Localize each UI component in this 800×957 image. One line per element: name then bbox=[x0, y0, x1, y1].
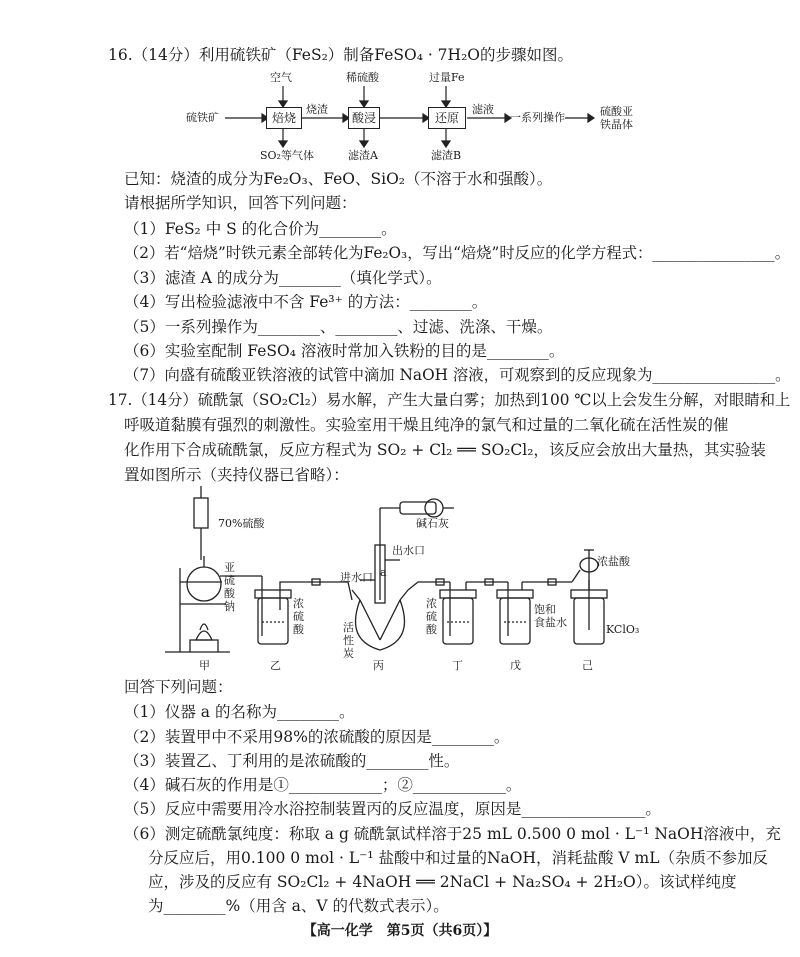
flow-ops-label: 一系列操作 bbox=[510, 111, 565, 124]
flow-roast-input: 空气 bbox=[270, 71, 292, 84]
flow-reduce-label: 还原 bbox=[434, 111, 459, 125]
label-brine-2: 食盐水 bbox=[534, 616, 567, 629]
label-carbon-2: 性 bbox=[343, 634, 354, 647]
label-ding-conc-2: 硫 bbox=[426, 610, 437, 623]
label-sulfite-1: 亚 bbox=[224, 561, 235, 574]
q16-item-7: （7）向盛有硫酸亚铁溶液的试管中滴加 NaOH 溶液，可观察到的反应现象为________________。 bbox=[124, 366, 791, 384]
label-a: a bbox=[380, 566, 387, 579]
apparatus-label-ding: 丁 bbox=[452, 659, 463, 672]
label-ding-conc-3: 酸 bbox=[426, 623, 437, 636]
q17-item-6-line1: （6）测定硫酰氯纯度：称取 a g 硫酰氯试样溶于25 mL 0.500 0 mol · L⁻¹ NaOH溶液中，充 bbox=[124, 825, 781, 843]
apparatus-label-wu: 戊 bbox=[510, 659, 521, 672]
flow-roast-label: 焙烧 bbox=[271, 111, 296, 125]
q17-item-1: （1）仪器 a 的名称为________。 bbox=[124, 703, 355, 721]
label-conc-hcl: 浓盐酸 bbox=[597, 555, 630, 568]
q16-item-3: （3）滤渣 A 的成分为________（填化学式）。 bbox=[124, 269, 442, 287]
q17-line-2: 呼吸道黏膜有强烈的刺激性。实验室用干燥且纯净的氯气和过量的二氧化硫在活性炭的催 bbox=[124, 416, 729, 434]
label-yi-conc-2: 硫 bbox=[293, 610, 304, 623]
flow-product-line2: 铁晶体 bbox=[600, 118, 633, 131]
flow-leach-label: 酸浸 bbox=[351, 111, 376, 125]
label-yi-conc-3: 酸 bbox=[293, 623, 304, 636]
flow-reduce-input: 过量Fe bbox=[429, 71, 465, 84]
q16-title: 16.（14分）利用硫铁矿（FeS₂）制备FeSO₄ · 7H₂O的步骤如图。 bbox=[108, 46, 573, 64]
flow-leach-input: 稀硫酸 bbox=[346, 71, 379, 84]
label-brine-1: 饱和 bbox=[534, 603, 556, 616]
q17-prompt: 回答下列问题： bbox=[124, 678, 233, 696]
page-footer: 【高一化学 第5页（共6页）】 bbox=[302, 923, 498, 939]
label-water-in: 进水口 bbox=[340, 571, 373, 584]
label-carbon-3: 炭 bbox=[343, 647, 354, 660]
q17-item-6-line4: 为________%（用含 a、V 的代数式表示）。 bbox=[148, 897, 449, 915]
apparatus-label-yi: 乙 bbox=[270, 659, 281, 672]
flow-reduce-output: 滤渣B bbox=[431, 149, 462, 162]
label-sulfite-3: 酸 bbox=[224, 587, 235, 600]
label-ding-conc-1: 浓 bbox=[426, 597, 437, 610]
apparatus-yi bbox=[255, 582, 318, 644]
q17-item-6-line2: 分反应后，用0.100 0 mol · L⁻¹ 盐酸中和过量的NaOH，消耗盐酸 V mL（杂质不参加反 bbox=[148, 849, 769, 867]
label-70-h2so4: 70%硫酸 bbox=[218, 517, 265, 530]
apparatus-ding bbox=[440, 582, 476, 644]
q16-known: 已知：烧渣的成分为Fe₂O₃、FeO、SiO₂（不溶于水和强酸）。 bbox=[124, 170, 553, 188]
q17-item-3: （3）装置乙、丁利用的是浓硫酸的________性。 bbox=[124, 752, 460, 770]
q17-item-6-line3: 应，涉及的反应有 SO₂Cl₂ + 4NaOH ══ 2NaCl + Na₂SO₄ + 2H₂O）。该试样纯度 bbox=[148, 873, 737, 891]
apparatus-wu bbox=[497, 582, 533, 644]
label-carbon-1: 活 bbox=[343, 621, 354, 634]
q17-line-4: 置如图所示（夹持仪器已省略）： bbox=[124, 466, 349, 484]
q16-prompt: 请根据所学知识，回答下列问题： bbox=[124, 194, 357, 212]
q16-item-2: （2）若“焙烧”时铁元素全部转化为Fe₂O₃，写出“焙烧”时反应的化学方程式：________________。 bbox=[124, 244, 791, 262]
flow-product-line1: 硫酸亚 bbox=[600, 105, 633, 118]
q17-item-4: （4）碱石灰的作用是①____________；②____________。 bbox=[124, 776, 522, 794]
label-kclo3: KClO₃ bbox=[606, 623, 640, 636]
flow-leach-output: 滤渣A bbox=[348, 149, 378, 162]
label-sulfite-4: 钠 bbox=[224, 600, 235, 613]
q16-item-4: （4）写出检验滤液中不含 Fe³⁺ 的方法：________。 bbox=[124, 293, 488, 311]
apparatus-jia bbox=[165, 486, 265, 652]
label-sodalime: 碱石灰 bbox=[416, 517, 449, 530]
q17-item-5: （5）反应中需要用冷水浴控制装置丙的反应温度，原因是________________。 bbox=[124, 800, 661, 818]
apparatus-label-jia: 甲 bbox=[199, 659, 210, 672]
apparatus-label-ji: 己 bbox=[582, 659, 593, 672]
label-sulfite-2: 硫 bbox=[224, 574, 235, 587]
flow-start-label: 硫铁矿 bbox=[186, 111, 219, 124]
q17-line-3: 化作用下合成硫酰氯，反应方程式为 SO₂ + Cl₂ ══ SO₂Cl₂，该反应会放出大量热，其实验装 bbox=[124, 441, 766, 459]
q16-item-1: （1）FeS₂ 中 S 的化合价为________。 bbox=[124, 220, 397, 238]
label-yi-conc-1: 浓 bbox=[293, 597, 304, 610]
flow-arrow3-label: 滤液 bbox=[472, 103, 494, 116]
label-water-out: 出水口 bbox=[392, 544, 425, 557]
q17-item-2: （2）装置甲中不采用98%的浓硫酸的原因是________。 bbox=[124, 728, 510, 746]
q16-item-5: （5）一系列操作为________、________、过滤、洗涤、干燥。 bbox=[124, 318, 553, 336]
q16-item-6: （6）实验室配制 FeSO₄ 溶液时常加入铁粉的目的是________。 bbox=[124, 342, 565, 360]
flow-roast-output: SO₂等气体 bbox=[260, 149, 314, 162]
apparatus-label-bing: 丙 bbox=[373, 659, 384, 672]
flow-arrow1-label: 烧渣 bbox=[306, 103, 328, 116]
q17-line-1: 17.（14分）硫酰氯（SO₂Cl₂）易水解，产生大量白雾；加热到100 ℃以上会发生分解，对眼睛和上 bbox=[108, 391, 791, 409]
